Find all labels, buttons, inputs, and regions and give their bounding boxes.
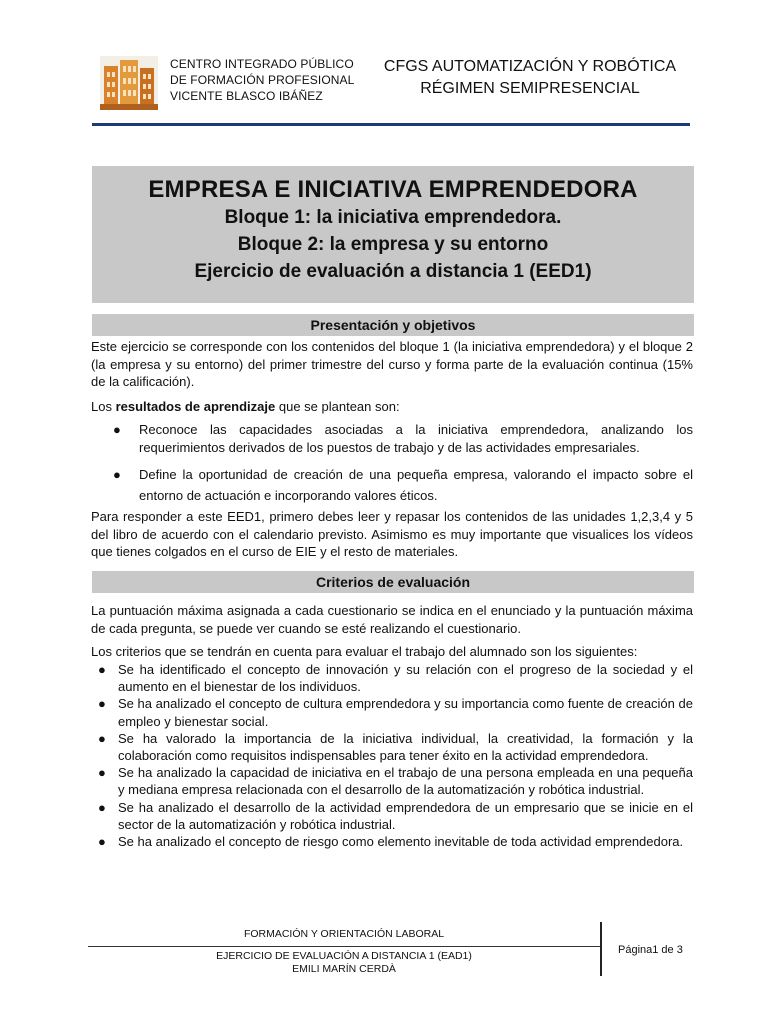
list-item	[98, 833, 693, 850]
section-heading-criteria: Criterios de evaluación	[92, 571, 694, 593]
bullet-icon: ●	[98, 834, 106, 850]
footer-author: EMILI MARÍN CERDÀ	[292, 963, 396, 975]
document-title: EMPRESA E INICIATIVA EMPRENDEDORA	[148, 176, 638, 203]
bullet-icon: ●	[98, 662, 106, 677]
list-item-text: Se ha analizado el concepto de cultura emprendedora y su importancia como fuente de creación de empleo y bienestar social.	[118, 696, 693, 729]
list-item-text: Se ha analizado la capacidad de iniciativa en el trabajo de una persona empleada en una pequeña y mediana empresa relacionada con el desarrollo de la automatización y robótica industrial.	[118, 765, 693, 798]
list-item-text: Se ha identificado el concepto de innovación y su relación con el progreso de la sociedad y el aumento en el bienestar de los individuos.	[118, 662, 693, 695]
list-item-text: Se ha analizado el desarrollo de la actividad emprendedora de un empresario que se inicie en el sector de la automatización y robótica industrial.	[118, 799, 693, 832]
instructions-paragraph: Para responder a este EED1, primero debes leer y repasar los contenidos de las unidades 1,2,3,4 y 5 del libro de acuerdo con el calendario previsto. Asimismo es muy importante que visualices los vídeos que tienes colgados en el curso de EIE y el resto de materiales.	[91, 509, 693, 559]
bullet-icon: ●	[113, 422, 121, 437]
list-item	[98, 661, 693, 695]
list-item	[111, 464, 693, 506]
results-suffix: que se plantean son:	[275, 399, 400, 414]
footer-department: FORMACIÓN Y ORIENTACIÓN LABORAL	[243, 928, 445, 940]
bullet-icon: ●	[113, 467, 121, 482]
cycle-name	[372, 56, 688, 100]
criteria-lead: Los criterios que se tendrán en cuenta para evaluar el trabajo del alumnado son los siguientes:	[91, 644, 638, 659]
list-item-text: Define la oportunidad de creación de una pequeña empresa, valorando el impacto sobre el entorno de actuación e incorporando valores éticos.	[139, 467, 693, 503]
list-item	[98, 730, 693, 764]
list-item-text: Se ha analizado el concepto de riesgo como elemento inevitable de toda actividad emprendedora.	[118, 834, 684, 850]
criteria-intro: La puntuación máxima asignada a cada cuestionario se indica en el enunciado y la puntuación máxima de cada pregunta, se puede ver cuando se esté realizando el cuestionario.	[91, 603, 693, 636]
cycle-line: CFGS AUTOMATIZACIÓN Y ROBÓTICA	[383, 58, 677, 75]
footer-vertical-divider	[600, 922, 602, 976]
results-list	[111, 421, 693, 513]
list-item	[111, 421, 693, 457]
results-intro	[91, 398, 693, 416]
institution-line: DE FORMACIÓN PROFESIONAL	[170, 73, 355, 87]
page-header	[92, 50, 692, 120]
presentation-intro: Este ejercicio se corresponde con los contenidos del bloque 1 (la iniciativa emprendedora) y el bloque 2 (la empresa y su entorno) del primer trimestre del curso y forma parte de la evaluación continua (15% de la calificación).	[91, 339, 693, 389]
list-item	[98, 799, 693, 833]
document-subtitle: Bloque 2: la empresa y su entorno	[237, 234, 549, 255]
bullet-icon: ●	[98, 696, 106, 712]
institution-line: VICENTE BLASCO IBÁÑEZ	[170, 89, 323, 103]
bullet-icon: ●	[98, 799, 106, 815]
bullet-icon: ●	[98, 765, 106, 781]
criteria-list	[98, 661, 693, 850]
page-number: Página1 de 3	[618, 944, 683, 956]
list-item-text: Reconoce las capacidades asociadas a la iniciativa emprendedora, analizando los requerimientos derivados de los puestos de trabajo y de las actividades empresariales.	[139, 422, 693, 455]
footer-exercise: EJERCICIO DE EVALUACIÓN A DISTANCIA 1 (EAD1)	[216, 950, 472, 962]
institution-name	[170, 56, 354, 104]
list-item	[98, 695, 693, 729]
results-prefix: Los	[91, 399, 116, 414]
document-subtitle: Ejercicio de evaluación a distancia 1 (EED1)	[194, 261, 592, 282]
cycle-line: RÉGIMEN SEMIPRESENCIAL	[420, 80, 640, 97]
footer-info	[88, 950, 600, 976]
header-divider	[92, 123, 690, 126]
bullet-icon: ●	[98, 730, 106, 746]
list-item	[98, 764, 693, 798]
institution-line: CENTRO INTEGRADO PÚBLICO	[170, 57, 354, 71]
section-heading-presentation: Presentación y objetivos	[92, 314, 694, 336]
school-building-logo	[100, 56, 158, 110]
list-item-text: Se ha valorado la importancia de la iniciativa individual, la creatividad, la formación y la colaboración como requisitos indispensables para tener éxito en la actividad emprendedora.	[118, 730, 693, 764]
title-box	[92, 166, 694, 303]
results-emphasis: resultados de aprendizaje	[115, 399, 276, 414]
footer-divider	[88, 946, 600, 947]
document-subtitle: Bloque 1: la iniciativa emprendedora.	[224, 207, 562, 228]
